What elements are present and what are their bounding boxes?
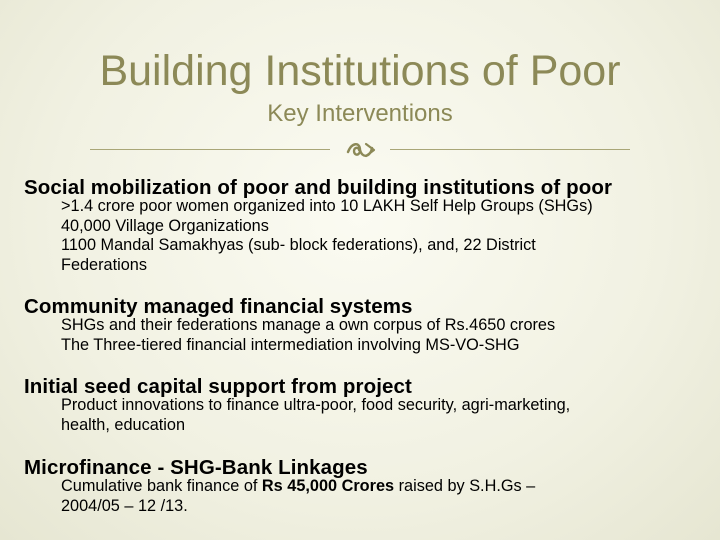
body-line: The Three-tiered financial intermediation involving MS-VO-SHG xyxy=(61,335,520,354)
body-line: >1.4 crore poor women organized into 10 LAKH Self Help Groups (SHGs) xyxy=(61,197,593,215)
body-line xyxy=(61,477,714,497)
body-line: 1100 Mandal Samakhyas (sub- block federations), and, 22 District xyxy=(61,236,536,254)
body-line: 40,000 Village Organizations xyxy=(61,216,269,235)
body-text: raised by S.H.Gs – xyxy=(394,477,536,495)
section-social-mobilization xyxy=(24,176,714,275)
title-divider xyxy=(90,138,630,162)
body-line: Product innovations to finance ultra-poor, food security, agri-marketing, xyxy=(61,396,571,414)
section-community-financial xyxy=(24,295,714,355)
divider-line-right xyxy=(390,149,630,150)
swirl-ornament-icon xyxy=(344,138,376,162)
body-line: Federations xyxy=(61,255,147,274)
section-body xyxy=(61,396,714,435)
section-heading: Microfinance - SHG-Bank Linkages xyxy=(24,456,368,479)
body-text-bold: Rs 45,000 Crores xyxy=(261,477,395,495)
section-seed-capital xyxy=(24,375,714,435)
slide-title: Building Institutions of Poor xyxy=(99,47,621,95)
section-heading: Social mobilization of poor and building institutions of poor xyxy=(24,176,613,199)
slide-subtitle: Key Interventions xyxy=(267,100,453,127)
section-body xyxy=(61,477,714,516)
section-microfinance xyxy=(24,456,714,516)
section-heading: Initial seed capital support from project xyxy=(24,375,412,398)
section-body xyxy=(61,197,714,275)
body-line: health, education xyxy=(61,415,186,434)
section-body xyxy=(61,316,714,355)
body-text: Cumulative bank finance of xyxy=(61,477,262,495)
divider-line-left xyxy=(90,149,330,150)
section-heading: Community managed financial systems xyxy=(24,295,413,318)
body-line: SHGs and their federations manage a own corpus of Rs.4650 crores xyxy=(61,316,556,334)
body-line: 2004/05 – 12 /13. xyxy=(61,496,188,515)
